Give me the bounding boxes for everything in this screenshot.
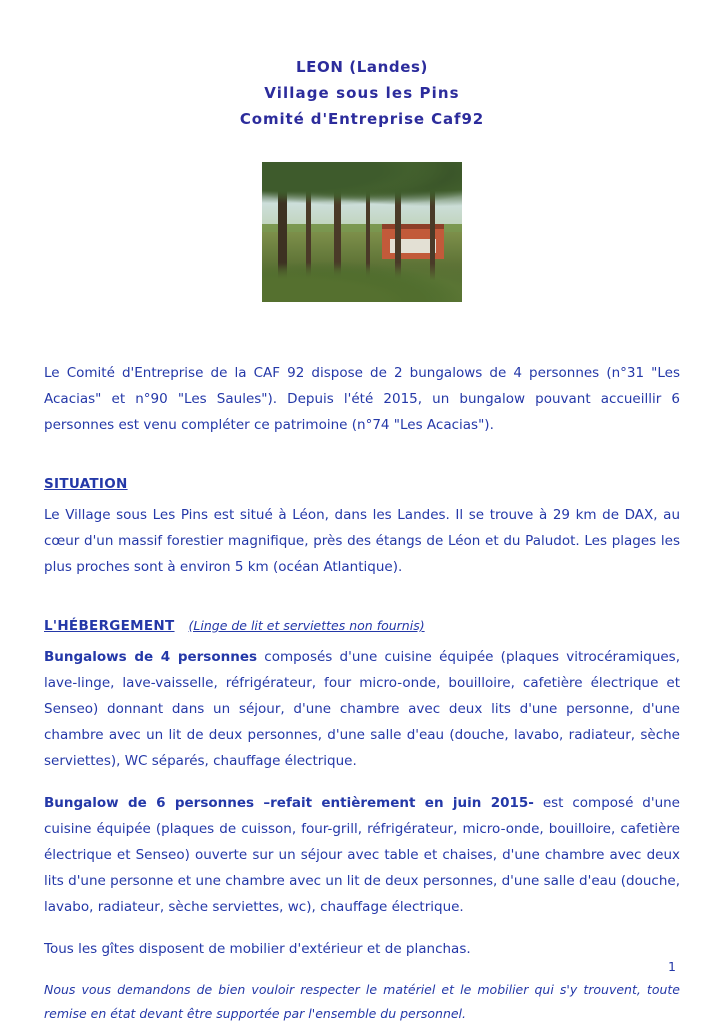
section-heading-hebergement-label: L'HÉBERGEMENT	[44, 618, 175, 634]
lodging-item-4-personnes	[44, 644, 680, 774]
page-number: 1	[668, 959, 676, 974]
lodging-item-6-personnes-title: Bungalow de 6 personnes –refait entièrement en juin 2015-	[44, 795, 534, 811]
section-heading-situation	[44, 476, 680, 492]
page-title-line-3: Comité d'Entreprise Caf92	[239, 110, 485, 128]
lodging-item-mobilier: Tous les gîtes disposent de mobilier d'extérieur et de planchas.	[44, 941, 471, 957]
document-title-block	[44, 54, 680, 132]
tree-canopy	[262, 162, 462, 208]
lodging-footnote: Nous vous demandons de bien vouloir respecter le matériel et le mobilier qui s'y trouvent, toute remise en état devant être supportée par l'ensemble du personnel.	[44, 982, 680, 1021]
forest-bungalow-image	[262, 162, 462, 302]
section-heading-situation-label: SITUATION	[44, 476, 128, 492]
lodging-item-4-personnes-text: composés d'une cuisine équipée (plaques vitrocéramiques, lave-linge, lave-vaisselle, réfrigérateur, four micro-onde, bouilloire, cafetière électrique et Senseo) donnant dans un séjour, d'une chambre avec deux lits d'une personne, d'une chambre avec un lit de deux personnes, d'une salle d'eau (douche, lavabo, radiateur, sèche serviettes), WC séparés, chauffage électrique.	[44, 649, 680, 769]
situation-paragraph: Le Village sous Les Pins est situé à Léon, dans les Landes. Il se trouve à 29 km de DAX, au cœur d'un massif forestier magnifique, près des étangs de Léon et du Paludot. Les plages les plus proches sont à environ 5 km (océan Atlantique).	[44, 507, 680, 575]
page-title-line-1: LEON (Landes)	[295, 58, 429, 76]
section-heading-hebergement	[44, 618, 680, 634]
underbrush	[262, 262, 462, 302]
lodging-item-6-personnes-text: est composé d'une cuisine équipée (plaques de cuisson, four-grill, réfrigérateur, micro-onde, bouilloire, cafetière électrique et Senseo) ouverte sur un séjour avec table et chaises, d'une chambre avec deux lits d'une personne et une chambre avec un lit de deux personnes, d'une salle d'eau (douche, lavabo, radiateur, sèche serviettes, wc), chauffage électrique.	[44, 795, 680, 915]
section-heading-hebergement-note: (Linge de lit et serviettes non fournis)	[188, 618, 425, 633]
page-title-line-2: Village sous les Pins	[264, 84, 460, 102]
lodging-item-6-personnes	[44, 790, 680, 920]
header-photo	[262, 162, 462, 302]
lodging-item-4-personnes-title: Bungalows de 4 personnes	[44, 649, 258, 665]
intro-paragraph: Le Comité d'Entreprise de la CAF 92 dispose de 2 bungalows de 4 personnes (n°31 "Les Acacias" et n°90 "Les Saules"). Depuis l'été 2015, un bungalow pouvant accueillir 6 personnes est venu compléter ce patrimoine (n°74 "Les Acacias").	[44, 365, 680, 433]
